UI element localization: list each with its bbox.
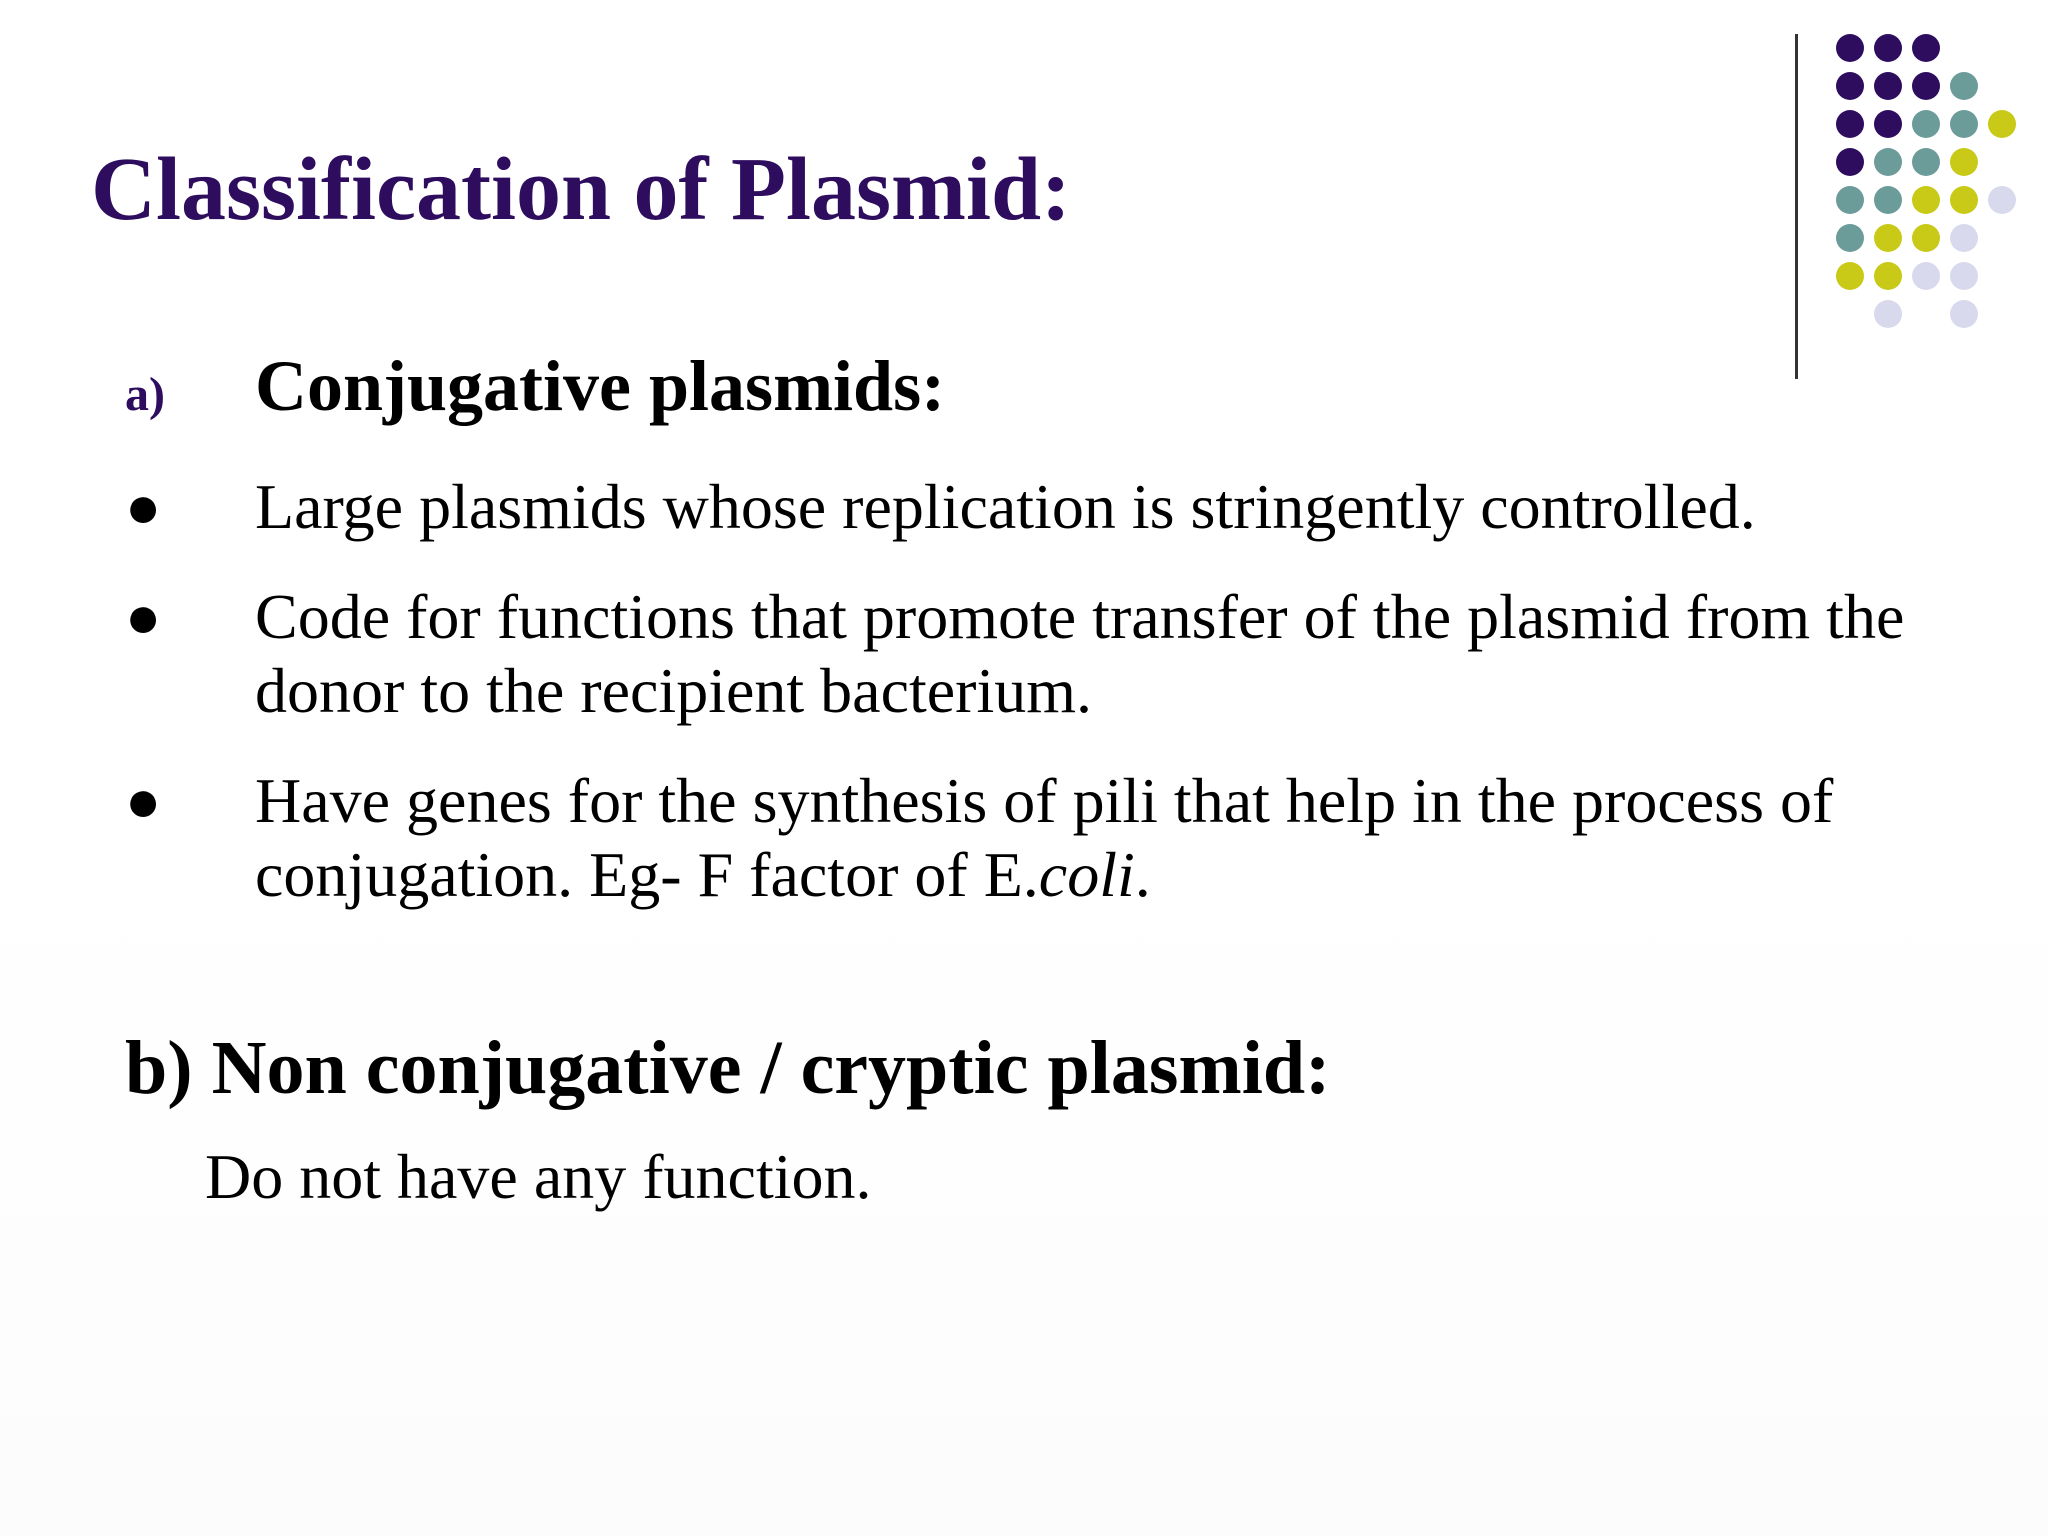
decor-dot [1950, 224, 1978, 252]
decor-dot [1874, 34, 1902, 62]
decor-dot [1874, 224, 1902, 252]
decor-dot [1874, 148, 1902, 176]
decor-dot [1912, 72, 1940, 100]
bullet-text: Have genes for the synthesis of pili that help in the process of conjugation. Eg- F factor of E. [255, 765, 1834, 910]
decor-dot [1912, 262, 1940, 290]
decor-dot [1950, 110, 1978, 138]
decor-dot [1874, 300, 1902, 328]
decor-dot [1912, 110, 1940, 138]
section-a-heading: Conjugative plasmids: [255, 346, 946, 426]
bullet-item [125, 470, 1925, 544]
decor-dot [1988, 110, 2016, 138]
decor-dot [1836, 224, 1864, 252]
bullet-text-suffix: . [1134, 839, 1151, 910]
decor-dot [1912, 148, 1940, 176]
decor-dot [1836, 186, 1864, 214]
decor-dot [1836, 148, 1864, 176]
section-b-text: Do not have any function. [205, 1141, 872, 1212]
decor-dot [1950, 148, 1978, 176]
decor-dot [1950, 262, 1978, 290]
decor-dot [1912, 186, 1940, 214]
decor-dot [1874, 186, 1902, 214]
decor-dot [1950, 186, 1978, 214]
decor-dot [1950, 72, 1978, 100]
bullet-item [125, 580, 1925, 728]
decor-dot [1836, 262, 1864, 290]
vertical-divider [1795, 34, 1798, 379]
section-b-heading: b) Non conjugative / cryptic plasmid: [125, 1026, 1331, 1110]
decor-dot [1836, 72, 1864, 100]
bullet-text: Code for functions that promote transfer of the plasmid from the donor to the recipient bacterium. [255, 581, 1905, 726]
bullet-text-wrapper [255, 765, 1833, 910]
decor-dot [1912, 224, 1940, 252]
decor-dot [1836, 34, 1864, 62]
section-a-marker: a) [125, 368, 165, 421]
bullet-dot-icon: ● [125, 584, 162, 650]
species-name-italic: coli [1038, 839, 1135, 910]
decor-dot [1874, 72, 1902, 100]
bullet-dot-icon: ● [125, 474, 162, 540]
decor-dot [1874, 110, 1902, 138]
bullet-dot-icon: ● [125, 768, 162, 834]
section-a-bullet-list [125, 470, 1925, 948]
decor-dot [1950, 300, 1978, 328]
decor-dot [1912, 34, 1940, 62]
decor-dot [1988, 186, 2016, 214]
slide-title: Classification of Plasmid: [91, 140, 1071, 239]
decor-dot [1874, 262, 1902, 290]
bullet-text: Large plasmids whose replication is stringently controlled. [255, 471, 1756, 542]
decor-dot [1836, 110, 1864, 138]
bullet-item [125, 764, 1925, 912]
